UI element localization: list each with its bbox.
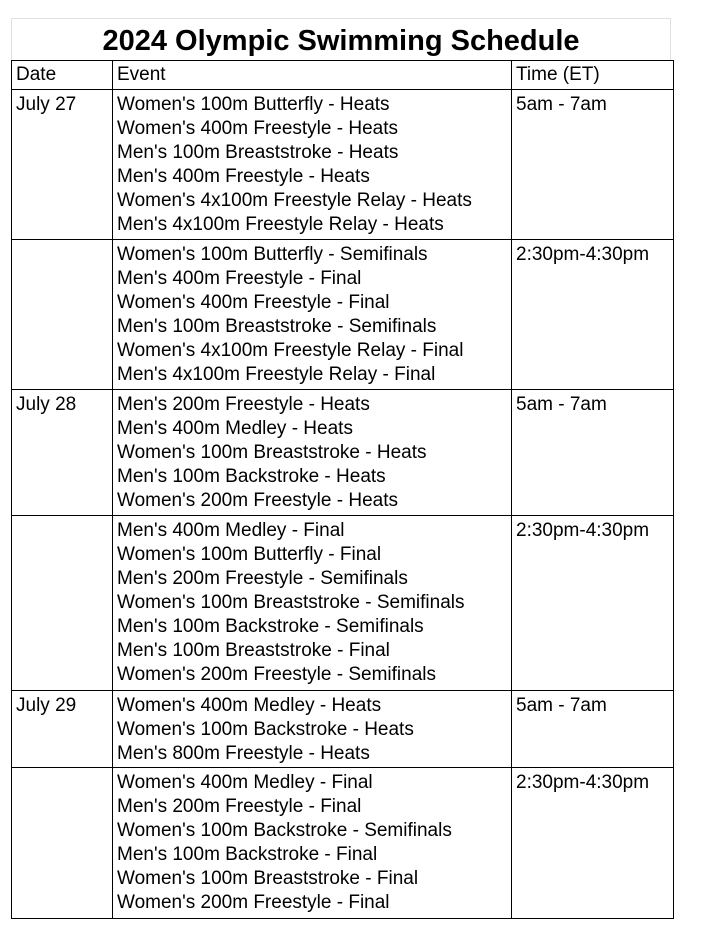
- events-cell: [113, 516, 512, 691]
- events-cell: [113, 90, 512, 240]
- time-cell: 5am - 7am: [512, 90, 674, 240]
- table-row: [12, 90, 674, 240]
- header-time: Time (ET): [512, 61, 674, 90]
- event-item: Women's 400m Medley - Heats: [117, 695, 382, 716]
- event-item: Women's 400m Freestyle - Heats: [117, 118, 398, 139]
- event-item: Men's 200m Freestyle - Final: [117, 796, 362, 817]
- event-item: Women's 100m Breaststroke - Heats: [117, 442, 427, 463]
- event-item: Women's 4x100m Freestyle Relay - Heats: [117, 190, 472, 211]
- table-row: [12, 516, 674, 691]
- event-item: Men's 200m Freestyle - Semifinals: [117, 568, 408, 589]
- event-item: Women's 400m Freestyle - Final: [117, 292, 390, 313]
- event-item: Women's 4x100m Freestyle Relay - Final: [117, 340, 464, 361]
- table-row: [12, 768, 674, 919]
- time-cell: 2:30pm-4:30pm: [512, 240, 674, 390]
- event-item: Women's 100m Breaststroke - Final: [117, 868, 419, 889]
- event-item: Men's 100m Backstroke - Heats: [117, 466, 386, 487]
- event-item: Women's 100m Backstroke - Semifinals: [117, 820, 452, 841]
- event-item: Men's 200m Freestyle - Heats: [117, 394, 370, 415]
- event-item: Women's 100m Butterfly - Final: [117, 544, 382, 565]
- table-row: [12, 240, 674, 390]
- header-row: [12, 61, 674, 90]
- event-item: Men's 400m Freestyle - Heats: [117, 166, 370, 187]
- time-cell: 5am - 7am: [512, 691, 674, 768]
- event-item: Men's 100m Breaststroke - Final: [117, 640, 390, 661]
- table-row: [12, 390, 674, 516]
- time-cell: 5am - 7am: [512, 390, 674, 516]
- date-cell: [12, 768, 113, 919]
- events-cell: [113, 390, 512, 516]
- event-item: Men's 400m Medley - Final: [117, 520, 345, 541]
- event-item: Men's 4x100m Freestyle Relay - Heats: [117, 214, 444, 235]
- time-cell: 2:30pm-4:30pm: [512, 516, 674, 691]
- event-item: Men's 400m Medley - Heats: [117, 418, 353, 439]
- table-row: [12, 691, 674, 768]
- event-item: Men's 4x100m Freestyle Relay - Final: [117, 364, 436, 385]
- event-item: Women's 200m Freestyle - Heats: [117, 490, 398, 511]
- event-item: Women's 100m Butterfly - Semifinals: [117, 244, 428, 265]
- time-cell: 2:30pm-4:30pm: [512, 768, 674, 919]
- event-item: Men's 800m Freestyle - Heats: [117, 743, 370, 764]
- date-cell: July 27: [12, 90, 113, 240]
- event-item: Women's 200m Freestyle - Semifinals: [117, 664, 436, 685]
- date-cell: [12, 516, 113, 691]
- header-date: Date: [12, 61, 113, 90]
- event-item: Men's 400m Freestyle - Final: [117, 268, 362, 289]
- events-cell: [113, 768, 512, 919]
- event-item: Men's 100m Breaststroke - Heats: [117, 142, 399, 163]
- event-item: Women's 400m Medley - Final: [117, 772, 373, 793]
- event-item: Men's 100m Backstroke - Final: [117, 844, 378, 865]
- schedule-table: [11, 60, 674, 919]
- event-item: Women's 100m Backstroke - Heats: [117, 719, 414, 740]
- event-item: Women's 100m Butterfly - Heats: [117, 94, 390, 115]
- event-item: Men's 100m Backstroke - Semifinals: [117, 616, 424, 637]
- event-item: Women's 200m Freestyle - Final: [117, 892, 390, 913]
- page-title: 2024 Olympic Swimming Schedule: [11, 18, 671, 60]
- event-item: Women's 100m Breaststroke - Semifinals: [117, 592, 465, 613]
- date-cell: July 29: [12, 691, 113, 768]
- date-cell: July 28: [12, 390, 113, 516]
- events-cell: [113, 691, 512, 768]
- header-event: Event: [113, 61, 512, 90]
- events-cell: [113, 240, 512, 390]
- date-cell: [12, 240, 113, 390]
- event-item: Men's 100m Breaststroke - Semifinals: [117, 316, 437, 337]
